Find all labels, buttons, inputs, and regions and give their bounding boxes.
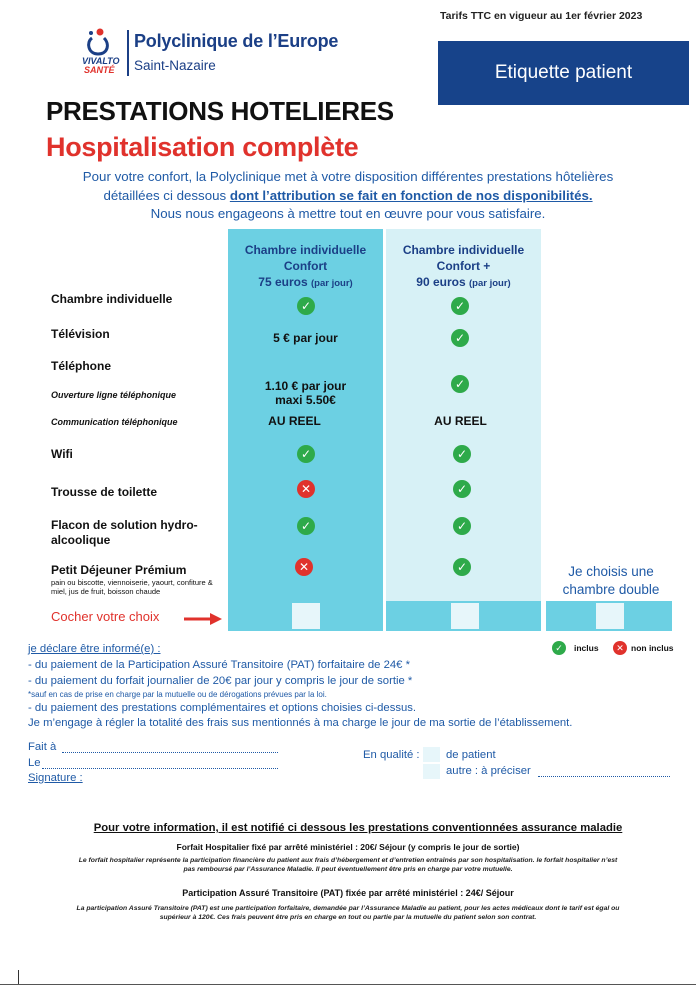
checkbox-confort-plus[interactable] bbox=[451, 603, 479, 629]
fait-field[interactable] bbox=[62, 752, 278, 753]
cell-communication-confort-plus: AU REEL bbox=[434, 414, 487, 428]
check-icon: ✓ bbox=[453, 445, 471, 463]
logo-divider bbox=[127, 30, 129, 76]
checkbox-chambre-double[interactable] bbox=[596, 603, 624, 629]
footer-mark bbox=[18, 970, 19, 984]
cocher-label: Cocher votre choix bbox=[51, 609, 160, 624]
declaration-heading: je déclare être informé(e) : bbox=[28, 643, 161, 655]
check-icon: ✓ bbox=[451, 329, 469, 347]
etiquette-patient-box: Etiquette patient bbox=[438, 41, 689, 105]
declaration-line-1: - du paiement de la Participation Assuré Transitoire (PAT) forfaitaire de 24€ * bbox=[28, 659, 410, 671]
check-icon: ✓ bbox=[451, 297, 469, 315]
check-icon: ✓ bbox=[451, 375, 469, 393]
check-icon: ✓ bbox=[297, 297, 315, 315]
row-label-chambre: Chambre individuelle bbox=[51, 292, 173, 306]
info-heading: Pour votre information, il est notifié ci dessous les prestations conventionnées assurance maladie bbox=[93, 822, 623, 834]
row-label-flacon-2: alcoolique bbox=[51, 533, 111, 547]
page-title: PRESTATIONS HOTELIERES bbox=[46, 96, 394, 126]
intro-line-3: Nous nous engageons à mettre tout en œuvre pour vous satisfaire. bbox=[150, 206, 546, 221]
cell-communication-confort: AU REEL bbox=[268, 414, 321, 428]
logo-brand-top: VIVALTO bbox=[82, 56, 120, 66]
row-label-wifi: Wifi bbox=[51, 447, 73, 461]
cross-icon: ✕ bbox=[297, 480, 315, 498]
patient-label: de patient bbox=[446, 749, 496, 761]
footer-rule bbox=[0, 984, 696, 985]
fait-label: Fait à bbox=[28, 741, 57, 753]
declaration-line-2: - du paiement du forfait journalier de 20€ par jour y compris le jour de sortie * bbox=[28, 675, 413, 687]
check-icon: ✓ bbox=[552, 641, 566, 655]
forfait-hospitalier-text: Le forfait hospitalier représente la participation financière du patient aux frais d’hébergement et d’entretien entraînés par son hospitalisation. le forfait hospitalier n’est pas remboursé par l’Assurance Maladie. Il peut éventuellement être pris en charge par votre mutuelle. bbox=[78, 857, 618, 873]
row-label-ouverture-ligne: Ouverture ligne téléphonique bbox=[51, 390, 177, 400]
date-field[interactable] bbox=[42, 768, 278, 769]
check-icon: ✓ bbox=[297, 445, 315, 463]
legend-non-inclus: non inclus bbox=[631, 643, 674, 653]
pat-title: Participation Assuré Transitoire (PAT) fixée par arrêté ministériel : 24€/ Séjour bbox=[182, 888, 514, 898]
le-label: Le bbox=[28, 757, 41, 769]
declaration-line-3: - du paiement des prestations complémentaires et options choisies ci-dessus. bbox=[28, 702, 417, 714]
row-label-petit-dejeuner: Petit Déjeuner Prémium bbox=[51, 563, 187, 577]
intro-underlined: dont l’attribution se fait en fonction de nos disponibilités. bbox=[229, 187, 593, 203]
pat-text: La participation Assuré Transitoire (PAT) est une participation forfaitaire, demandée par l’Assurance Maladie au patient, pour les actes médicaux dont le tarif est égal ou supérieur à 120€. Ces frais peuvent être pris en charge en tout ou partie par la mutuelle du patient selon son contrat. bbox=[76, 905, 620, 921]
forfait-hospitalier-title: Forfait Hospitalier fixé par arrêté ministériel : 20€/ Séjour (y compris le jour de sortie) bbox=[176, 842, 520, 852]
declaration-line-4: Je m’engage à régler la totalité des frais sus mentionnés à ma charge le jour de ma sortie de l’établissement. bbox=[28, 717, 573, 729]
legend-inclus: inclus bbox=[574, 643, 599, 653]
row-label-flacon: Flacon de solution hydro- bbox=[51, 518, 198, 532]
declaration-note: *sauf en cas de prise en charge par la mutuelle ou de dérogations prévues par la loi. bbox=[28, 690, 327, 699]
autre-label: autre : à préciser bbox=[446, 765, 531, 777]
cell-tv-confort: 5 € par jour bbox=[273, 331, 338, 345]
cross-icon: ✕ bbox=[295, 558, 313, 576]
autre-field[interactable] bbox=[538, 776, 670, 777]
clinic-name: Polyclinique de l’Europe bbox=[134, 31, 339, 51]
column-header-confort: Chambre individuelle Confort 75 euros (par jour) bbox=[244, 243, 367, 289]
arrow-right-icon bbox=[184, 612, 222, 626]
row-label-communication: Communication téléphonique bbox=[51, 417, 178, 427]
checkbox-patient[interactable] bbox=[423, 747, 440, 762]
check-icon: ✓ bbox=[297, 517, 315, 535]
page-subtitle: Hospitalisation complète bbox=[46, 132, 359, 162]
check-icon: ✓ bbox=[453, 517, 471, 535]
checkbox-autre[interactable] bbox=[423, 764, 440, 779]
cross-icon: ✕ bbox=[613, 641, 627, 655]
row-label-telephone: Téléphone bbox=[51, 359, 112, 373]
check-icon: ✓ bbox=[453, 558, 471, 576]
qualite-label: En qualité : bbox=[363, 749, 420, 761]
check-icon: ✓ bbox=[453, 480, 471, 498]
clinic-city: Saint-Nazaire bbox=[134, 58, 216, 73]
cell-ouverture-confort: 1.10 € par jour maxi 5.50€ bbox=[264, 379, 347, 407]
tarifs-date: Tarifs TTC en vigueur au 1er février 2023 bbox=[440, 10, 643, 22]
signature-label: Signature : bbox=[28, 772, 83, 784]
intro-line-2: détaillées ci dessous dont l’attribution se fait en fonction de nos disponibilités. bbox=[103, 187, 593, 203]
double-room-text: Je choisis une chambre double bbox=[562, 564, 660, 597]
column-header-confort-plus: Chambre individuelle Confort + 90 euros (par jour) bbox=[402, 243, 525, 289]
intro-text bbox=[20, 168, 676, 224]
petit-dejeuner-details: pain ou biscotte, viennoiserie, yaourt, confiture & miel, jus de fruit, boisson chaude bbox=[51, 578, 213, 596]
row-label-trousse: Trousse de toilette bbox=[51, 485, 158, 499]
intro-line-1: Pour votre confort, la Polyclinique met à votre disposition différentes prestations hôtelières bbox=[82, 169, 614, 184]
row-label-television: Télévision bbox=[51, 327, 110, 341]
checkbox-confort[interactable] bbox=[292, 603, 320, 629]
logo-brand-bottom: SANTÉ bbox=[84, 65, 115, 75]
